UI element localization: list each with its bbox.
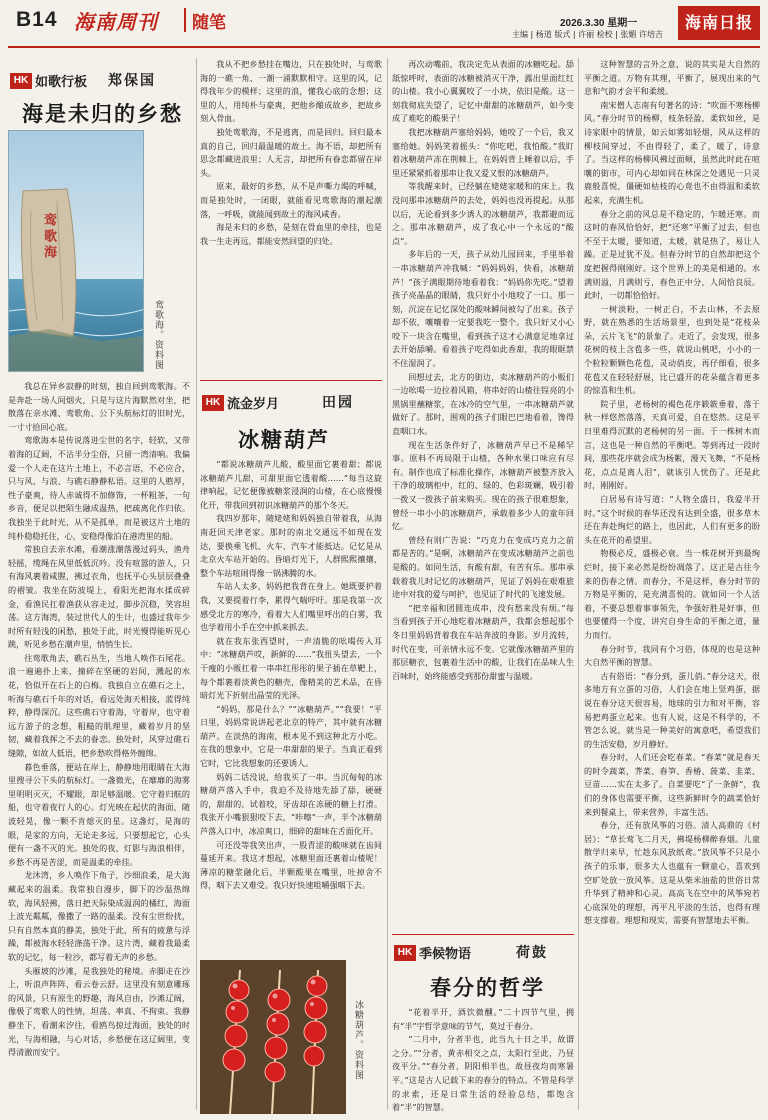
article-body-continued xyxy=(584,58,760,1116)
issue-date: 2026.3.30 星期一 xyxy=(560,18,638,29)
article-author: 荷鼓 xyxy=(516,945,548,961)
photo-caption: 冰糖葫芦。资料图 xyxy=(353,1000,363,1080)
section-rule xyxy=(200,380,382,381)
column-divider xyxy=(387,58,388,1110)
seascape-illustration xyxy=(9,131,144,372)
article-author: 郑保国 xyxy=(108,73,156,89)
masthead xyxy=(0,0,768,48)
paragraph: “把幸福和团圆连成串，没有愁来没有烦。”每当看到孩子开心地吃着冰糖葫芦，我都会想起那个冬日里妈妈背着我在车站奔波的身影。岁月流转，时代在变，可亲情永远不变。它就像冰糖葫芦里的那层糖衣，包裹着生活中的酸，让我们在品味人生百味时，始终能感受到那份甜蜜与温暖。 xyxy=(392,602,574,681)
paragraph: 原来，最好的乡愁，从不是声嘶力竭的呼喊，而是独处时，一闭眼，就能看见鸾歌海的潮起潮落，一呼吸，就能闻到故土的海风咸香。 xyxy=(200,181,382,219)
paragraph: 回想过去，北方的街边，卖冰糖葫芦的小贩们一边吆喝一边拉着风箱，将串好的山楂往锃亮的小黑锅里蘸糖浆，在冰冷的空气里，一串冰糖葫芦就做好了。那时，围观的孩子们眼巴巴地看着，馋得直咽口水。 xyxy=(392,371,574,437)
paragraph: 头雁坡的沙滩，是我独处的秘境。赤脚走在沙上，听浪声阵阵，看云卷云舒。这里没有刻意雕琢的风景，只有原生的野趣，海风自由，沙滩辽阔，像极了鸾歌人的性情，坦荡、率真、不拘束。我静静坐下，看潮来汐往，看鸥鸟掠过海面，独处的时光，与海相融，与心对话，乡愁便在这辽阔里，变得清澈而安宁。 xyxy=(8,965,190,1058)
editor-credits: 主编 | 杨道 版式 | 许丽 检校 | 张媚 许培吉 xyxy=(512,30,663,39)
rock-inscription: 鸾歌海 xyxy=(41,213,56,261)
article-title: 冰糖葫芦 xyxy=(238,428,330,452)
column-header xyxy=(202,392,279,412)
paragraph: 春分时节，我同有个习俗，体现的也是这种大自然平衡的智慧。 xyxy=(584,643,760,668)
paragraph: 暮色垂落，便站在岸上，静静地用眼睛在大海里搜寻公下头的航标灯。一盏微光，在靡靡的海雾里明明灭灭，不耀眼，却足够温暖。它守着归航的船，也守着夜行人的心。灯光映在起伏的海面，随波轻晃，像一颗不肯熄灭的星。这盏灯，是海的眼，是家的方向，无论走多远，只要想起它，心头便有一盏不灭的光。独处的夜，灯影与海浪相伴，乡愁不再是苦涩，而是温柔的牵挂。 xyxy=(8,761,190,867)
paragraph: 物极必反，盛极必衰。当一株花树开到最绚烂时，接下来必然是纷纷凋落了。这正是古往今来的伤春之情。而春分，不是这样，春分时节的万物是平衡的，是充满喜悦的。就如同一个人活着，不要总想着事事领先，争强好胜是好事，但也要懂得一个度，讲究自身生命的平衡之道，量力而行。 xyxy=(584,548,760,640)
column-divider xyxy=(196,58,197,1110)
newspaper-logo: 海南日报 xyxy=(678,6,760,40)
hk-icon: HK xyxy=(10,73,32,89)
photo-caption: 鸾歌海。资料图 xyxy=(153,300,163,370)
tanghulu-illustration xyxy=(200,960,346,1114)
column-header xyxy=(10,70,87,90)
column-divider xyxy=(578,58,579,1110)
paragraph: “花着半开，酒饮微醺。”二十四节气里，拥有“半”字哲学意味的节气，莫过于春分。 xyxy=(392,1007,574,1031)
hk-icon: HK xyxy=(394,945,416,961)
paragraph: 等我醒来时，已经躺在姥姥家暖和的床上。我没问那串冰糖葫芦的去处，妈妈也没再提起。从那以后，无论看到多少诱人的冰糖葫芦，我都避而远之。那串冰糖葫芦，成了我心中一个永远的“酸点”。 xyxy=(392,181,574,246)
paragraph: 春分时，人们还会吃春菜。“春菜”就是春天的时令蔬菜，荠菜、春笋、香椿、菠菜、韭菜、豆苗……实在太多了。自菜要吃“了一条鲜”，我们的身体也需要平衡，这些新鲜时令的蔬菜恰好来到餐桌上，带来营养，丰富生活。 xyxy=(584,752,760,817)
column-name: 流金岁月 xyxy=(227,397,280,412)
paragraph: 春分之前的风总是不稳定的，乍暖还寒。而这时的春风恰恰好，把“还寒”平衡了过去，但也不至于太暖，要知道，太暖，就是热了，易让人躁。正是过犹不及。但春分时节的自然却把这个度把握得刚刚好。这个世界上的美是相通的。水满则溢，月满则亏，春色正中分，人间恰良辰。此时，一切都恰恰好。 xyxy=(584,208,760,301)
article-author: 田园 xyxy=(322,395,354,411)
brand-title: 海南周刊 xyxy=(74,10,158,34)
seascape-photo xyxy=(8,130,144,372)
paragraph: 可还没等我笑出声，一股青涩的酸味就在齿间蔓延开来。我这才想起，冰糖里面还裹着山楂呢！薄凉的糖浆融化后，半颗酸果在嘴里，吐掉舍不得，咽下去又难受。我只好快速咀嚼强咽下去。 xyxy=(200,839,382,891)
section-rule xyxy=(392,934,574,935)
column-name: 季候物语 xyxy=(419,947,472,962)
paragraph: “都说冰糖葫芦儿酸，酸里面它裹着甜；都说冰糖葫芦儿甜，可甜里面它透着酸……”每当这旋律响起，记忆便像被糖浆浸润的山楂，在心底慢慢化开，带我回到初识冰糖葫芦的那个冬天。 xyxy=(200,459,382,510)
article-title: 海是未归的乡愁 xyxy=(22,102,183,126)
paragraph: 我四岁那年，随姥姥和妈妈独自带着我，从海南赶回天津老家。那时的南北交通远不如现在发达，要换乘飞机、火车、汽车才能抵达。记忆是从北京火车站开始的。昏暗灯光下，人群熙熙攘攘，整个车站喧闹得像一锅沸腾的水。 xyxy=(200,513,382,578)
paragraph: 往鸾歌角去，礁石丛生，当地人唤作石尾花。浪一遍遍扑上来，撞碎在坚硬的岩间，溅起的水花，恰似开在石上的白梅。我独自立在礁石之上，听海与礁石千年的对话，看远处海天相接，蓝得纯粹，静得深沉。这些礁石守着海，守着岸，也守着远方游子的念想，粗糙的肌理里，藏着岁月的坚韧，藏着我挥之不去的眷恋。独处时，风穿过礁石缝隙，如故人低语，把乡愁吹得格外缠绵。 xyxy=(8,652,190,759)
paragraph: 妈妈二话没说，给我买了一串。当沉甸甸的冰糖葫芦落入手中，我迫不及待地先舔了舔，硬硬的，甜甜的。试着咬，牙齿却在冻硬的糖上打滑。我张开小嘴狠狠咬下去，“咔嚓”一声，半个冰糖葫芦落入口中，冰凉爽口，细碎的甜味在舌面化开。 xyxy=(200,771,382,837)
paragraph: 龙沐湾，乡人唤作下角子，沙细浪柔，是大海藏起来的温柔。我常独自漫步，脚下的沙温热绵软，海风轻拂，落日把天际染成温润的橘红，海面上波光粼粼，像撒了一路的温柔。没有尘世纷扰，只有自然本真的静美，独处于此，所有的疲惫与浮躁，都被海水轻轻涤荡干净。这片湾，藏着我最柔软的记忆，每一粒沙，都写着无声的乡愁。 xyxy=(8,870,190,962)
paragraph: 我从不把乡愁挂在嘴边，只在独处时，与鸾歌海的一礁一角、一潮一涌默默相守。这里的风，记得我年少的模样；这里的浪，懂我心底的念想；这里的人，用纯朴与豪爽，把他乡酿成故乡，把故乡刻入骨血。 xyxy=(200,59,382,124)
column-header xyxy=(394,942,471,962)
page-number: B14 xyxy=(16,8,58,31)
article-body-continued xyxy=(392,58,574,930)
paragraph: 南宋僧人志南有句著名的诗：“吹面不寒杨柳风。”春分时节的杨柳，枝条轻盈，柔软如丝，是诗家眼中的情景，如云如雾如轻烟，风从这样的柳枝间穿过，不由得轻了，柔了，暖了，诗意了。当这样的杨柳风拂过面颊，虽然此时此在喧嚷的街市，可内心却如同在林深之处遇见一只灵鹿般喜悦，僵硬如枯枝的心竟也不由得温和柔软起来，充满生机。 xyxy=(584,99,760,205)
article-body-continued xyxy=(200,58,382,378)
paragraph: 曾经有则广告说：“巧克力在变成巧克力之前都是苦的。”是啊，冰糖葫芦在变成冰糖葫芦之前也是酸的。如同生活，有酸有甜，有苦有乐。那串承载着我儿时记忆的冰糖葫芦，见证了妈妈在艰难旅途中对我的爱与呵护，也见证了时代的飞速发展。 xyxy=(392,534,574,600)
article-body xyxy=(392,1006,574,1116)
paragraph: 海是未归的乡愁，是刻在骨血里的牵挂，也是我一生走再远，都能安然回望的归处。 xyxy=(200,222,382,246)
paragraph: 春分，还有放风筝的习俗。清人高鼎的《村居》：“草长莺飞二月天，拂堤杨柳醉春烟。儿童散学归来早，忙趁东风放纸鸢。”放风筝不只是小孩子的乐事，很多大人也蕴有一颗童心，喜欢到空旷处放一放风筝。这是从柴米油盐的世俗日常升华到了精神和心灵。高高飞在空中的风筝宛若心底深处的理想，再平凡平淡的生活，也得有理想支撑着。理想和现实，需要有智慧地去平衡。 xyxy=(584,820,760,926)
hk-icon: HK xyxy=(202,395,224,411)
article-title: 春分的哲学 xyxy=(430,976,545,1000)
paragraph: “二月中，分者半也，此当九十日之半，故谓之分。”“分者，黄赤相交之点，太阳行至此，乃昼夜平分。”“春分者，阴阳相半也，故昼夜均而寒暑平。”这是古人记载下来的春分的特点。不管是科学的求索，还是日常生活的经验总结，都饱含着“半”的智慧。 xyxy=(392,1034,574,1113)
paragraph: 一树淡粉，一树正白，不去山林，不去原野，就在熟悉的生活场景里，也到处是“花枝朵朵，云片飞飞”的景象了。走近了，会发现，很多花树的枝上含苞多一些，就说山桃吧，小小的一个粒粒颗颗色花苞，灵动俏皮，再仔细看，很多花苞又在轻轻舒展，比已盛开的花朵蕴含着更多的惊喜和生机。 xyxy=(584,303,760,396)
paragraph: 车站人太多，妈妈把我背在身上。她既要护着我，又要提着行李，累得气喘吁吁。那是我第一次感受北方的寒冷，看着大人们嘴里呼出的白雾，我也学着用小手在空中抓来抓去。 xyxy=(200,581,382,633)
paragraph: 常独自去亲水滩，看潮涨潮落漫过码头，渔舟轻摇，缆绳在风里低低沉吟。没有喧嚣的游人，只有海风裹着咸腥，拂过衣角，也抚平心头层层叠叠的褶皱。我坐在防波堤上，看阳光把海水揉成碎金，看渔民扛着渔获从容走过，脚步沉稳，笑容坦荡。这方海湾，装过世代人的生计，也盛过我年少时所有轻浅的闲愁，独处于此，时光慢得能听见心跳，听见乡愁在潮声里，悄悄生长。 xyxy=(8,544,190,650)
paragraph: 白居易有诗写道：“人物全盛日，我爱半开时。”这个时候的春华还没有达到全盛，很多草木还在奔赴绚烂的路上，也因此，人们有更多的盼头在花开的希望里。 xyxy=(584,494,760,545)
section-tag: 随笔 xyxy=(184,8,226,32)
column-name: 如歌行板 xyxy=(35,75,88,90)
paragraph: 独处鸾歌海，不是逃离，而是回归。回归最本真的自己，回归最温暖的故土。海不语，却把所有思念都藏进浪里；人无言，却把所有眷恋都留在岸头。 xyxy=(200,126,382,178)
paragraph: 院子里，老杨树的褐色花序簌簌垂着，落于秋一样悠然落落，天真可爱，自在悠然。这是平日里难得沉默的老杨树的另一面。于一株树木而言，这也是一种自然的平衡吧。等到再过一段时间，那些花序就会成为杨絮，漫天飞舞，“不是杨花，点点是离人泪”，就该引人忧伤了。还是此时，刚刚好。 xyxy=(584,398,760,491)
paragraph: 就在我东张西望时，一声清脆的吆喝传入耳中：“冰糖葫芦哎，新鲜的……”我扭头望去，一个干瘦的小贩扛着一串串红彤彤的果子插在草靶上，每个都裹着淡黄色的糖壳，像精美的艺术品，在昏暗灯光下折射出晶莹的光泽。 xyxy=(200,635,382,701)
paragraph: 我把冰糖葫芦塞给妈妈，她咬了一个后，我又塞给她。妈妈笑着摇头：“你吃吧，我怕酸。”我盯着冰糖葫芦冻在荆棘上，在妈妈背上睡着以后，手里还紧紧抓着那串让我又爱又恨的冰糖葫芦。 xyxy=(392,126,574,178)
paragraph: 我总在异乡寂静的时刻，独自回到鸾歌海。不是奔赴一场人间烟火，只是与这片海默然对坐，把散落在亲水滩、鸾歌角、公下头航标灯的旧时光，一寸寸拾回心底。 xyxy=(8,381,190,432)
paragraph: 鸾歌海本是传说落进尘世的名字，轻软，又带着海的辽阔，不沾半分尘俗，只留一湾清响。我偏爱一个人走在这片土地上，不必言语，不必应合，只与风、与浪、与礁石静静私语。这里的人憨厚，性子豪爽，待人赤诚得不加修饰，一杯粗茶，一句乡音，便足以把陌生融成温热，把疏离化作归依。我独坐于此时光，从不是孤单，而是被这片土地的纯朴稳稳托住，心，安稳得像泊在港湾里的船。 xyxy=(8,435,190,541)
tanghulu-photo xyxy=(200,960,346,1114)
paragraph: 再次动嘴前，我决定先从表面的冰糖吃起。舔舐惊呼时，表面的冰糖被消灭干净，露出里面红红的山楂。我小心翼翼咬了一小块，依旧是酸。这一刻我彻底失望了，记忆中甜甜的冰糖葫芦，如今变成了难吃的酸果子！ xyxy=(392,59,574,124)
paragraph: 现在生活条件好了，冰糖葫芦早已不是稀罕事。原料不再局限于山楂，各种水果口味应有尽有。制作也成了标准化操作，冰糖葫芦被整齐放入干净的玻璃柜中，红的、绿的、色彩斑斓，吸引着一拨又一拨孩子前来购买。现在的孩子很难想象，曾经一串小小的冰糖葫芦，承载着多少人的童年回忆。 xyxy=(392,439,574,532)
article-body xyxy=(8,380,190,1116)
paragraph: “妈妈，那是什么？”“冰糖葫芦。”“我要！”平日里，妈妈常说讲起老北京的特产，其中就有冰糖葫芦。在淡热的海南，根本见不到这种北方小吃。在我的想象中，它是一串甜甜的果子。当真正看到它时，它比我想象的还要诱人。 xyxy=(200,703,382,769)
paragraph: 这种智慧的言外之意，说的其实是大自然的平衡之道。万物有其理，平衡了，展现出来的气息和气韵才会平和柔缓。 xyxy=(584,59,760,97)
header-rule xyxy=(8,46,760,48)
paragraph: 多年后的一天，孩子从幼儿园回来，手里举着一串冰糖葫芦冲我喊：“妈妈妈妈，快看，冰糖葫芦！”孩子满眼期待地看着我：“妈妈你先吃。”望着孩子亮晶晶的眼睛，我只好小小地咬了一口。那一刻，沉淀在记忆深处的酸味瞬间被勾了出来。孩子却不依，嚷嚷着一定要我吃一整个。我只好又小心咬下一块含在嘴里，看到孩子这才心满意足地拿过去开始舔嚼。看着孩子吃得如此香甜，我的眼眶禁不住湿润了。 xyxy=(392,249,574,369)
paragraph: 古有俗语：“春分到，蛋儿俏。”春分这天，很多地方有立蛋的习俗，人们会在地上竖鸡蛋，据说在春分这天很容易，地球的引力和对平衡，容易把鸡蛋立起来。也有人说，这是不科学的，不管怎么说，就当是一种美好的寓意吧，希望我们的生活安稳，岁月静好。 xyxy=(584,670,760,749)
article-body xyxy=(200,458,382,954)
